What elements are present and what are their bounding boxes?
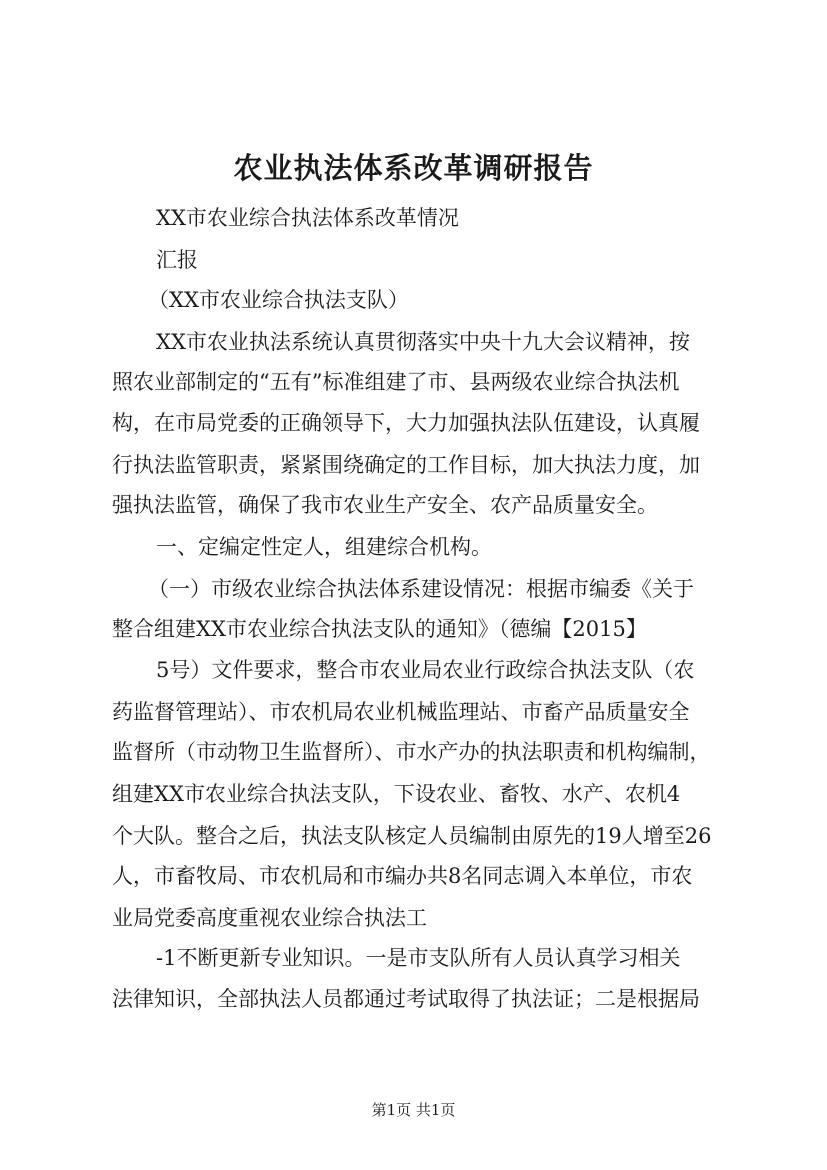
text-line: 个大队。整合之后，执法支队核定人员编制由原先的19人增至26	[112, 824, 712, 848]
text-line: 整合组建XX市农业综合执法支队的通知》（德编【2015】	[112, 617, 647, 641]
text-line: 构，在市局党委的正确领导下，大力加强执法队伍建设，认真履	[112, 411, 700, 435]
text-line: （XX市农业综合执法支队）	[148, 288, 409, 312]
text-line: 汇报	[156, 248, 198, 272]
text-line: 业局党委高度重视农业综合执法工	[112, 906, 427, 930]
text-line: -1不断更新专业知识。一是市支队所有人员认真学习相关	[156, 946, 681, 970]
text-line: 人，市畜牧局、市农机局和市编办共8名同志调入本单位，市农	[112, 864, 693, 888]
document-title: 农业执法体系改革调研报告	[233, 151, 594, 185]
text-line: 监督所（市动物卫生监督所）、市水产办的执法职责和机构编制，	[112, 740, 711, 764]
text-line: 组建XX市农业综合执法支队，下设农业、畜牧、水产、农机4	[112, 782, 681, 806]
text-line: XX市农业综合执法体系改革情况	[156, 206, 459, 230]
page-footer: 第1页 共1页	[371, 1101, 456, 1119]
text-line: 药监督管理站）、市农机局农业机械监理站、市畜产品质量安全	[112, 700, 690, 724]
text-line: XX市农业执法系统认真贯彻落实中央十九大会议精神，按	[156, 330, 690, 354]
text-line: 强执法监管，确保了我市农业生产安全、农产品质量安全。	[112, 493, 658, 517]
section-heading: 一、定编定性定人，组建综合机构。	[156, 535, 492, 559]
text-line: 5号）文件要求，整合市农业局农业行政综合执法支队（农	[156, 658, 695, 682]
text-line: 行执法监管职责，紧紧围绕确定的工作目标，加大执法力度，加	[112, 453, 700, 477]
text-line: 照农业部制定的“五有”标准组建了市、县两级农业综合执法机	[112, 370, 680, 394]
text-line: 法律知识，全部执法人员都通过考试取得了执法证；二是根据局	[112, 987, 700, 1011]
text-line: （一）市级农业综合执法体系建设情况：根据市编委《关于	[148, 577, 694, 601]
